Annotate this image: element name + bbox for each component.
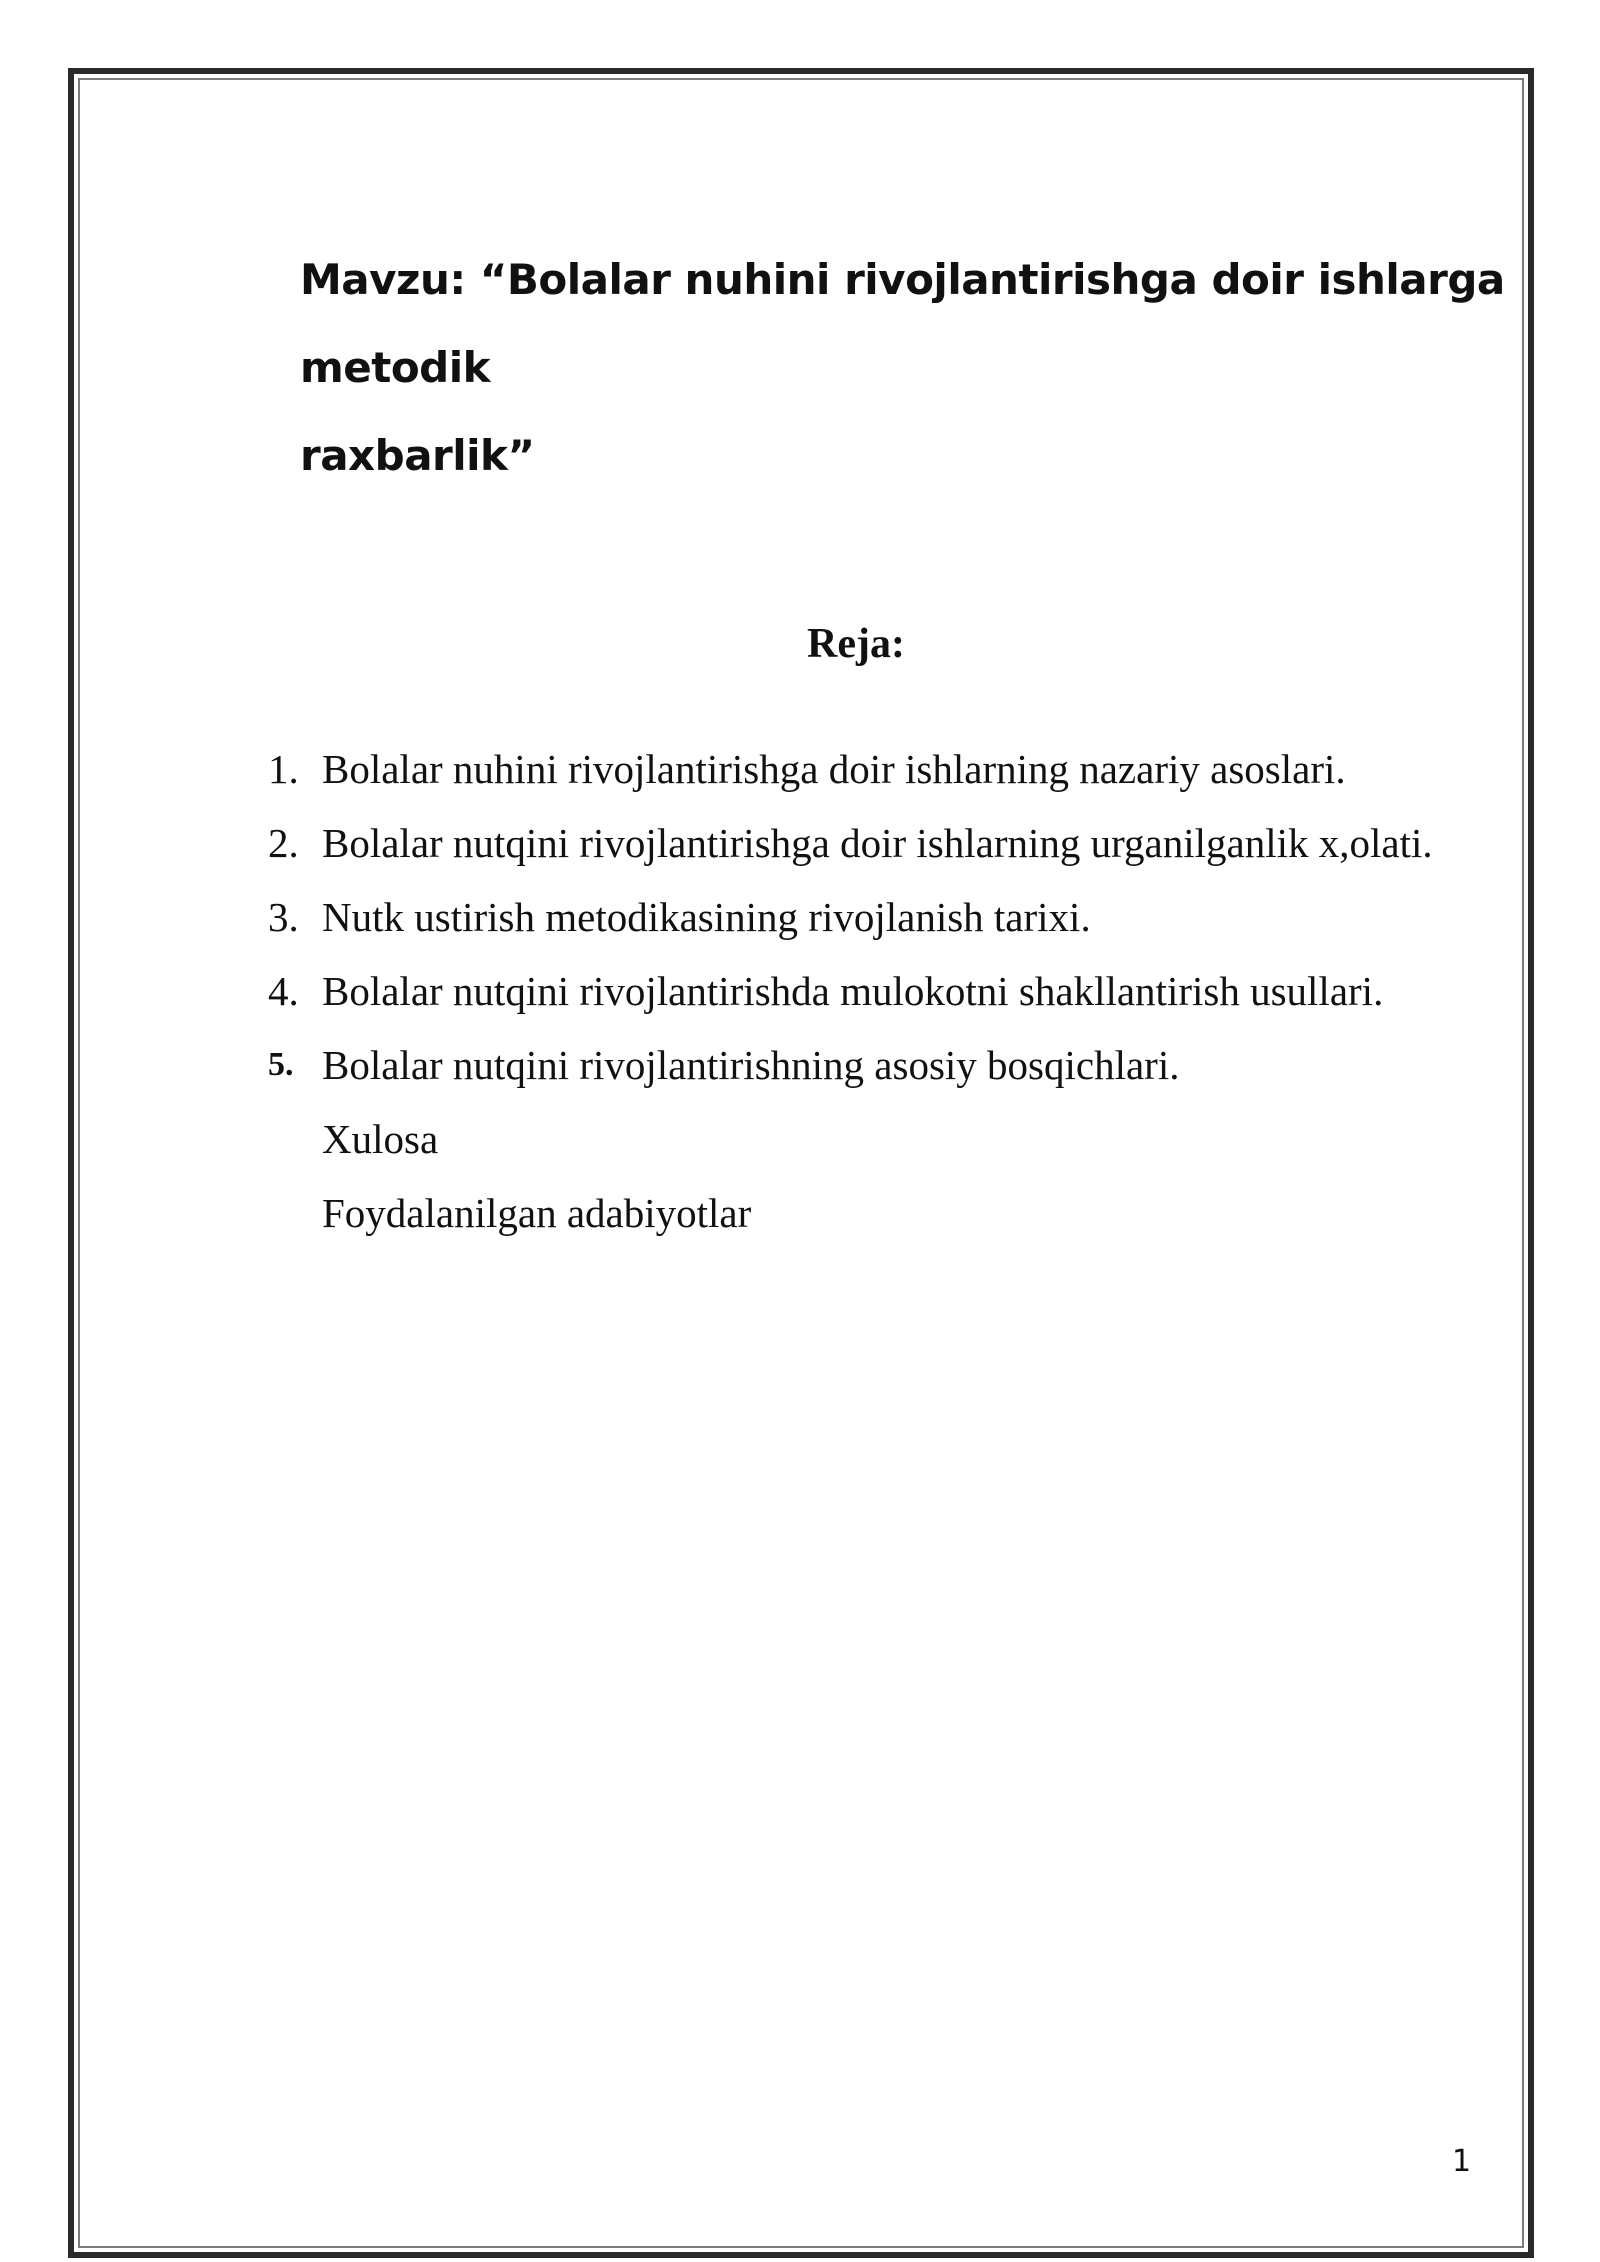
- plan-heading: Reja:: [807, 621, 905, 667]
- plan-item-references: [268, 1176, 1518, 1250]
- plan-item-text: Bolalar nutqini rivojlantirishga doir ishlarning urganilganlik x,olati.: [322, 820, 1433, 866]
- plan-item-number: 1.: [268, 746, 299, 792]
- plan-item-number: 5.: [268, 1046, 294, 1083]
- plan-item-1: [268, 732, 1518, 806]
- topic-line: raxbarlik”: [300, 431, 535, 480]
- plan-item-number: 4.: [268, 968, 299, 1014]
- plan-item-5: [268, 1028, 1518, 1102]
- plan-item-text: Bolalar nutqini rivojlantirishda mulokotni shakllantirish usullari.: [322, 968, 1384, 1014]
- plan-item-text: Bolalar nuhini rivojlantirishga doir ishlarning nazariy asoslari.: [322, 746, 1346, 792]
- plan-item-number: 3.: [268, 894, 299, 940]
- plan-item-text: Nutk ustirish metodikasining rivojlanish tarixi.: [322, 894, 1091, 940]
- topic-line: Mavzu: “Bolalar nuhini rivojlantirishga doir ishlarga: [300, 255, 1505, 304]
- plan-list: [268, 732, 1518, 1250]
- plan-item-4: [268, 954, 1518, 1028]
- page-number: 1: [1452, 2144, 1472, 2179]
- plan-item-number: 2.: [268, 820, 299, 866]
- plan-item-3: [268, 880, 1518, 954]
- plan-item-text: Bolalar nutqini rivojlantirishning asosiy bosqichlari.: [322, 1042, 1180, 1088]
- plan-item-text: Xulosa: [322, 1116, 439, 1162]
- topic-line: metodik: [300, 343, 491, 392]
- plan-item-conclusion: [268, 1102, 1518, 1176]
- topic-title: [300, 236, 1505, 500]
- plan-item-2: [268, 806, 1518, 880]
- plan-item-text: Foydalanilgan adabiyotlar: [322, 1190, 752, 1236]
